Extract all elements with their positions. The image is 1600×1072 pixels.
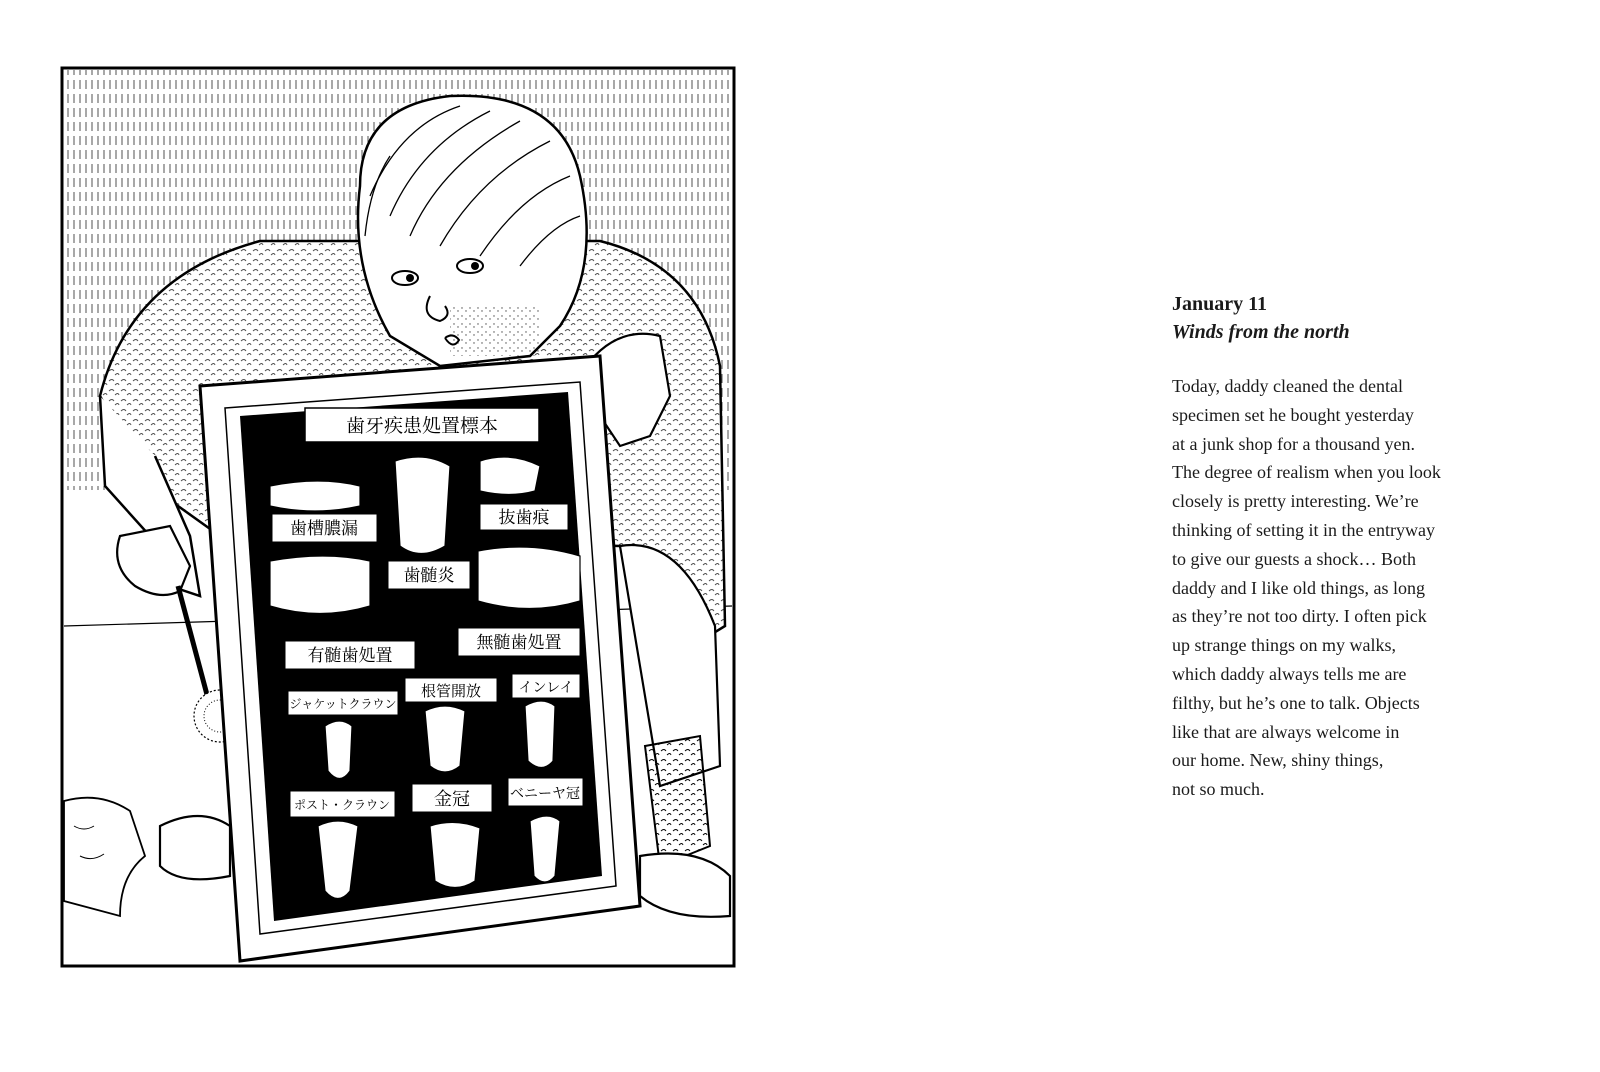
- dental-specimen-drawing: [60, 66, 736, 968]
- entry-line: filthy, but he’s one to talk. Objects: [1172, 692, 1420, 713]
- label-pulpitis: 歯髄炎: [403, 566, 455, 586]
- label-root-canal: 根管開放: [420, 682, 482, 700]
- label-non-vital-pulp: 無髄歯処置: [476, 633, 562, 653]
- entry-line: as they’re not too dirty. I often pick: [1172, 606, 1427, 627]
- entry-line: daddy and I like old things, as long: [1172, 577, 1425, 598]
- entry-line: up strange things on my walks,: [1172, 635, 1396, 656]
- entry-line: our home. New, shiny things,: [1172, 750, 1384, 771]
- entry-line: at a junk shop for a thousand yen.: [1172, 433, 1415, 454]
- label-gold-crown: 金冠: [434, 789, 470, 810]
- label-veneer-crown: ベニーヤ冠: [510, 786, 580, 802]
- entry-line: thinking of setting it in the entryway: [1172, 519, 1435, 540]
- diary-entry: [1172, 290, 1552, 804]
- entry-date: January 11: [1172, 293, 1268, 315]
- entry-body: [1172, 372, 1552, 804]
- entry-subtitle: Winds from the north: [1172, 321, 1350, 343]
- specimen-case: [200, 356, 640, 961]
- entry-line: The degree of realism when you look: [1172, 462, 1441, 483]
- label-post-crown: ポスト・クラウン: [293, 798, 391, 812]
- entry-line: not so much.: [1172, 779, 1265, 800]
- specimen-title: 歯牙疾患処置標本: [345, 415, 499, 437]
- label-vital-pulp: 有髄歯処置: [307, 646, 393, 666]
- label-extraction: 抜歯痕: [498, 508, 550, 528]
- entry-line: specimen set he bought yesterday: [1172, 404, 1414, 425]
- entry-line: like that are always welcome in: [1172, 721, 1400, 742]
- label-periodontal: 歯槽膿漏: [290, 519, 358, 539]
- entry-line: closely is pretty interesting. We’re: [1172, 491, 1419, 512]
- label-inlay: インレイ: [518, 680, 574, 696]
- entry-line: to give our guests a shock… Both: [1172, 548, 1416, 569]
- entry-line: Today, daddy cleaned the dental: [1172, 376, 1403, 396]
- entry-line: which daddy always tells me are: [1172, 663, 1407, 684]
- manga-illustration-panel: [60, 66, 736, 968]
- slipper: [160, 816, 230, 879]
- label-jacket-crown: ジャケットクラウン: [289, 697, 397, 711]
